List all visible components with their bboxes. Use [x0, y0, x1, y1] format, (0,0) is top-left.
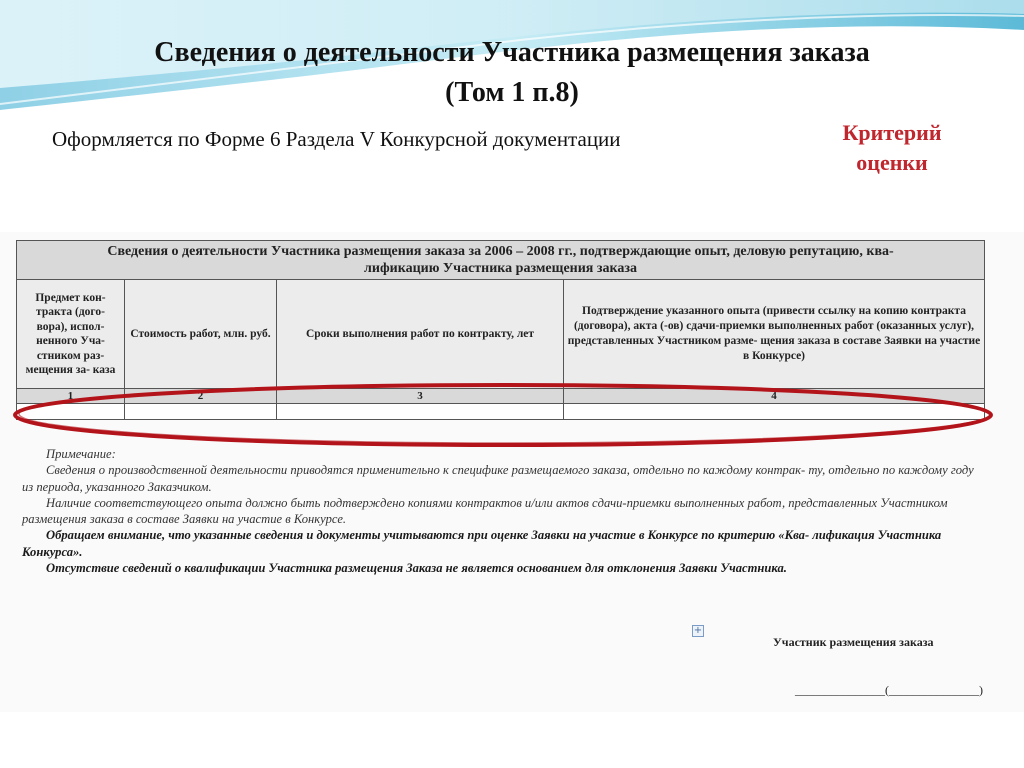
column-number-row — [17, 389, 985, 404]
signature-line: _______________(_______________) — [795, 683, 983, 697]
note-production-info: Сведения о производственной деятельности приводятся применительно к специфике размещаемого заказа, отдельно по каждому контрак- ту, отдельно по каждому году из периода, указанного Заказчиком. — [22, 463, 974, 494]
activity-form-table — [16, 240, 985, 420]
slide-subtitle: Оформляется по Форме 6 Раздела V Конкурсной документации — [52, 127, 621, 151]
empty-cell — [125, 404, 277, 420]
column-header-confirmation: Подтверждение указанного опыта (привести ссылку на копию контракта (договора), акта (-ов) сдачи-приемки выполненных работ (оказанных услуг), представленных Участником разме- щения заказа в составе Заявки на участие в Конкурсе) — [564, 280, 985, 389]
criterion-label — [818, 118, 966, 178]
criterion-line-2: оценки — [856, 150, 928, 175]
empty-cell — [17, 404, 125, 420]
notes-block — [22, 446, 980, 576]
note-absence: Отсутствие сведений о квалификации Участника размещения Заказа не является основанием для отклонения Заявки Участника. — [46, 561, 787, 576]
empty-cell — [277, 404, 564, 420]
empty-table-row — [17, 404, 985, 420]
column-number: 2 — [125, 389, 277, 404]
participant-label: Участник размещения заказа — [773, 635, 934, 649]
notes-heading: Примечание: — [46, 447, 116, 461]
table-caption-line-2: лификацию Участника размещения заказа — [364, 261, 637, 276]
slide-title-volume: (Том 1 п.8) — [445, 77, 579, 108]
table-caption-line-1: Сведения о деятельности Участника размещения заказа за 2006 – 2008 гг., подтверждающие опыт, деловую репутацию, ква- — [107, 244, 894, 259]
column-header-terms: Сроки выполнения работ по контракту, лет — [277, 280, 564, 389]
table-move-handle-icon[interactable]: + — [693, 625, 703, 636]
empty-cell — [564, 404, 985, 420]
criterion-line-1: Критерий — [842, 120, 942, 145]
column-number: 4 — [564, 389, 985, 404]
slide-title: Сведения о деятельности Участника размещения заказа — [154, 37, 870, 68]
column-number: 1 — [17, 389, 125, 404]
column-number: 3 — [277, 389, 564, 404]
note-attention: Обращаем внимание, что указанные сведения и документы учитываются при оценке Заявки на участие в Конкурсе по критерию «Ква- лификация Участника Конкурса». — [22, 528, 942, 559]
table-caption — [17, 241, 985, 280]
column-header-cost: Стоимость работ, млн. руб. — [125, 280, 277, 389]
column-header-subject: Предмет кон- тракта (дого- вора), испол- ненного Уча- стником раз- мещения за- каза — [17, 280, 125, 389]
note-experience-proof: Наличие соответствующего опыта должно быть подтверждено копиями контрактов и/или актов сдачи-приемки выполненных работ, представленных Участником размещения заказа в составе Заявки на участие в Конкурсе. — [22, 495, 948, 527]
